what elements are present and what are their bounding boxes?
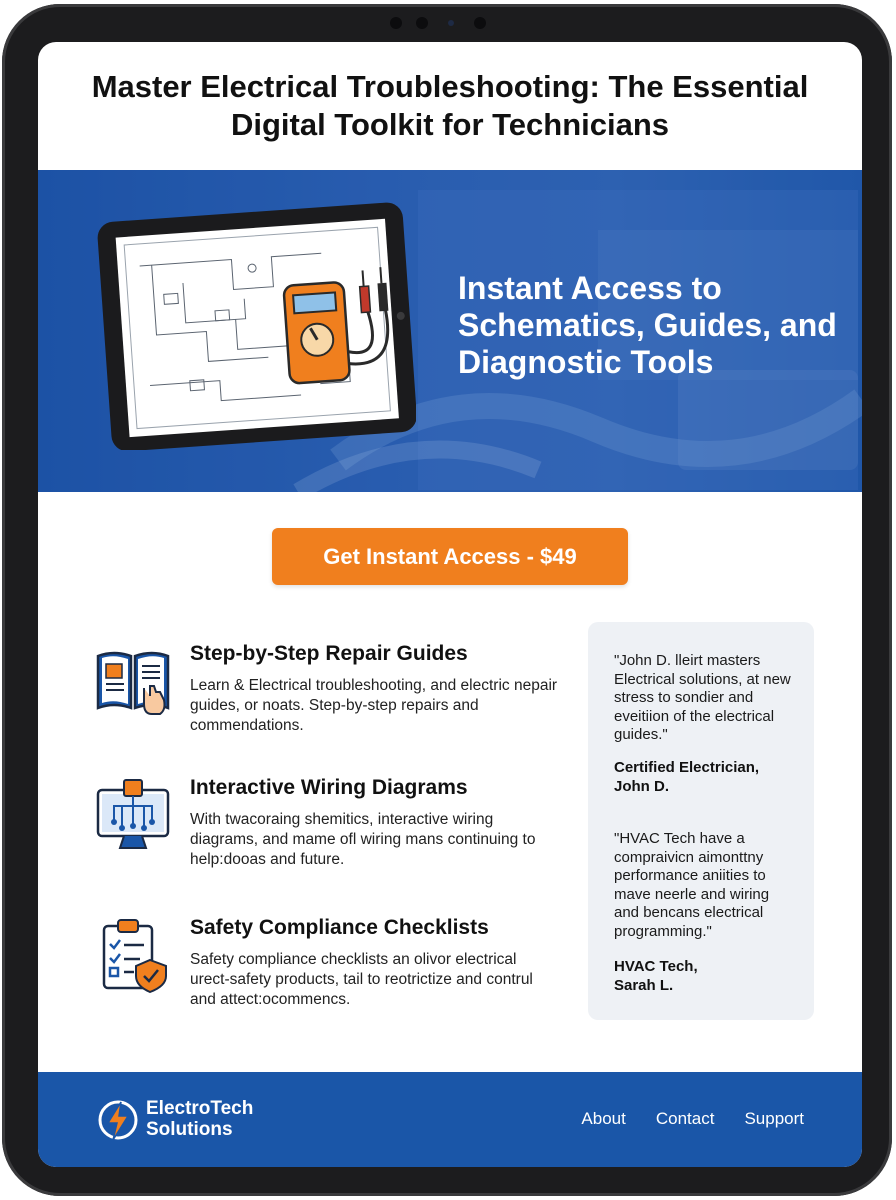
testimonial-author-name: John D. [614,778,669,795]
sensor-icon [474,17,486,29]
sensor-icon [390,17,402,29]
testimonials-panel [588,622,814,1020]
open-book-icon [94,642,172,720]
site-footer [38,1072,862,1167]
testimonial-author-role: Certified Electrician, [614,759,760,776]
testimonial-author-role: HVAC Tech, [614,958,698,975]
feature-description: With twacoraing shemitics, interactive wiring diagrams, and mame ofl wiring mans continuing to help:dooas and future. [190,811,536,868]
brand-name[interactable] [146,1098,253,1140]
nav-link-contact[interactable]: Contact [655,1109,715,1128]
brand-line: ElectroTech [146,1098,254,1119]
get-access-button[interactable]: Get Instant Access - $49 [272,528,628,585]
feature-description: Safety compliance checklists an olivor electrical urect-safety products, tail to reotrictize and contrul and attect:ocommencs. [190,951,533,1008]
checklist-shield-icon [94,916,172,994]
feature-title: Safety Compliance Checklists [190,916,489,939]
feature-description: Learn & Electrical troubleshooting, and electric nepair guides, or noats. Step-by-step repairs and commendations. [190,677,558,734]
brand-line: Solutions [146,1119,233,1140]
testimonial-author-name: Sarah L. [614,977,674,994]
feature-title: Interactive Wiring Diagrams [190,776,468,799]
hero-tagline: Instant Access to Schematics, Guides, and Diagnostic Tools [458,270,837,380]
camera-bar [390,16,486,30]
testimonial-quote: "HVAC Tech have a compraivicn aimonttny performance aniities to mave neerle and wiring and bencans electrical programming." [614,830,770,940]
tablet-device-frame [2,4,892,1196]
nav-link-about[interactable]: About [581,1109,626,1128]
circuit-monitor-icon [94,776,172,854]
testimonial-quote: "John D. lleirt masters Electrical solutions, at new stress to sondier and eveitiion of the electrical guides." [614,652,791,743]
feature-title: Step-by-Step Repair Guides [190,642,468,665]
lightning-bolt-logo-icon[interactable] [94,1096,142,1144]
footer-nav [581,1109,804,1129]
page-headline: Master Electrical Troubleshooting: The Essential Digital Toolkit for Technicians [91,69,809,142]
tablet-schematic-illustration [96,198,416,450]
nav-link-support[interactable]: Support [744,1109,804,1128]
sensor-icon [416,17,428,29]
camera-icon [448,20,454,26]
hero-banner [38,170,862,492]
device-screen [38,42,862,1167]
